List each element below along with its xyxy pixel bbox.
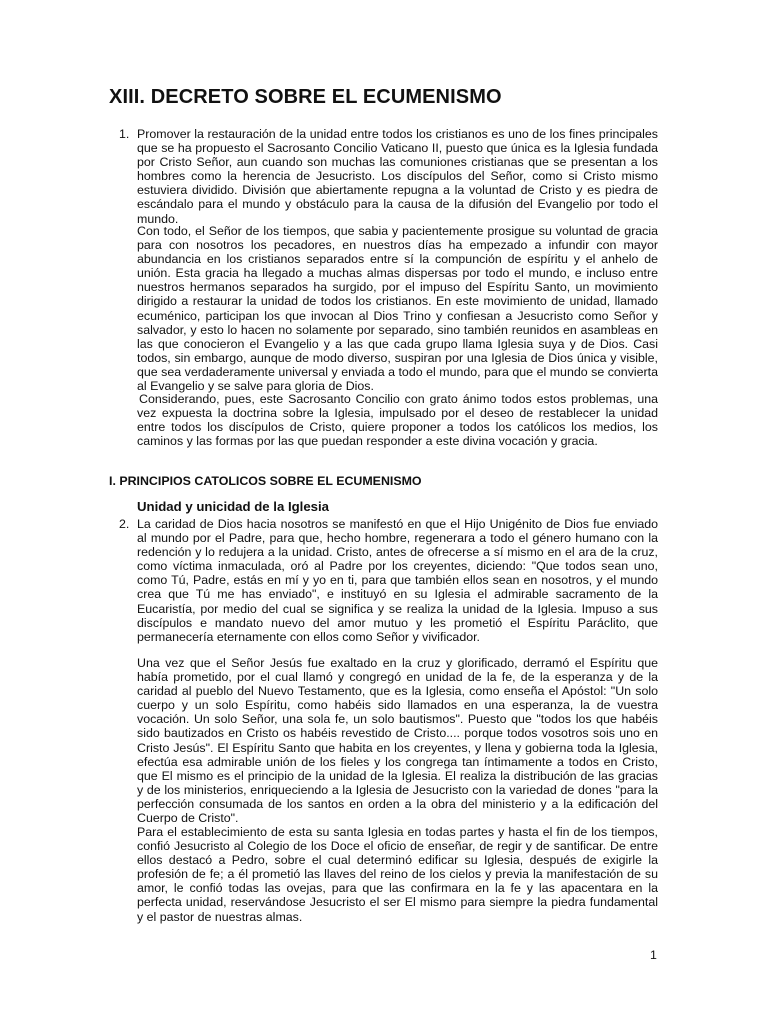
paragraph: Para el establecimiento de esta su santa Iglesia en todas partes y hasta el fin de los tiempos, confió Jesucristo al Colegio de los Doce el oficio de enseñar, de regir y de santificar. De entre ellos destacó a Pedro, sobre el cual determinó edificar su Iglesia, después de exigirle la profesión de fe; a él prometió las llaves del reino de los cielos y previa la manifestación de su amor, le confió todas las ovejas, para que las confirmara en la fe y las apacentara en la perfecta unidad, reservándose Jesucristo el ser El mismo para siempre la piedra fundamental y el pastor de nuestras almas.: [137, 825, 658, 924]
paragraph: Promover la restauración de la unidad entre todos los cristianos es uno de los fines principales que se ha propuesto el Sacrosanto Concilio Vaticano II, puesto que única es la Iglesia fundada por Cristo Señor, aun cuando son muchas las comuniones cristianas que se presentan a los hombres como la herencia de Jesucristo. Los discípulos del Señor, como si Cristo mismo estuviera dividido. División que abiertamente repugna a la voluntad de Cristo y es piedra de escándalo para el mundo y obstáculo para la causa de la difusión del Evangelio por todo el mundo.: [137, 127, 658, 226]
paragraph: Una vez que el Señor Jesús fue exaltado en la cruz y glorificado, derramó el Espíritu que había prometido, por el cual llamó y congregó en unidad de la fe, de la esperanza y de la caridad al pueblo del Nuevo Testamento, que es la Iglesia, como enseña el Apóstol: "Un solo cuerpo y un solo Espíritu, como habéis sido llamados en una esperanza, la de vuestra vocación. Un solo Señor, una sola fe, un solo bautismos". Puesto que "todos los que habéis sido bautizados en Cristo os habéis revestido de Cristo.... porque todos vosotros sois uno en Cristo Jesús". El Espíritu Santo que habita en los creyentes, y llena y gobierna toda la Iglesia, efectúa esa admirable unión de los fieles y los congrega tan íntimamente a todos en Cristo, que El mismo es el principio de la unidad de la Iglesia. El realiza la distribución de las gracias y de los ministerios, enriqueciendo a la Iglesia de Jesucristo con la variedad de dones "para la perfección consumada de los santos en orden a la obra del ministerio y a la edificación del Cuerpo de Cristo".: [137, 656, 658, 826]
sub-heading: Unidad y unicidad de la Iglesia: [137, 499, 329, 514]
paragraph: La caridad de Dios hacia nosotros se manifestó en que el Hijo Unigénito de Dios fue enviado al mundo por el Padre, para que, hecho hombre, regenerara a todo el género humano con la redención y lo redujera a la unidad. Cristo, antes de ofrecerse a sí mismo en el ara de la cruz, como víctima inmaculada, oró al Padre por los creyentes, diciendo: "Que todos sean uno, como Tú, Padre, estás en mí y yo en ti, para que también ellos sean en nosotros, y el mundo crea que Tú me has enviado", e instituyó en su Iglesia el admirable sacramento de la Eucaristía, por medio del cual se significa y se realiza la unidad de la Iglesia. Impuso a sus discípulos e mandato nuevo del amor mutuo y les prometió el Espíritu Paráclito, que permanecería eternamente con ellos como Señor y vivificador.: [137, 517, 658, 644]
section-number: 1.: [119, 127, 130, 141]
paragraph: Considerando, pues, este Sacrosanto Concilio con grato ánimo todos estos problemas, una vez expuesta la doctrina sobre la Iglesia, impulsado por el deseo de restablecer la unidad entre todos los discípulos de Cristo, quiere proponer a todos los católicos los medios, los caminos y las formas por las que puedan responder a este divina vocación y gracia.: [137, 392, 658, 449]
page-number: 1: [650, 948, 657, 962]
section-heading: I. PRINCIPIOS CATOLICOS SOBRE EL ECUMENISMO: [109, 474, 422, 488]
document-title: XIII. DECRETO SOBRE EL ECUMENISMO: [109, 86, 502, 108]
paragraph: Con todo, el Señor de los tiempos, que sabia y pacientemente prosigue su voluntad de gracia para con nosotros los pecadores, en nuestros días ha empezado a infundir con mayor abundancia en los cristianos separados entre sí la compunción de espíritu y el anhelo de unión. Esta gracia ha llegado a muchas almas dispersas por todo el mundo, e incluso entre nuestros hermanos separados ha surgido, por el impuso del Espíritu Santo, un movimiento dirigido a restaurar la unidad de todos los cristianos. En este movimiento de unidad, llamado ecuménico, participan los que invocan al Dios Trino y confiesan a Jesucristo como Señor y salvador, y esto lo hacen no solamente por separado, sino también reunidos en asambleas en las que conocieron el Evangelio y a las que cada grupo llama Iglesia suya y de Dios. Casi todos, sin embargo, aunque de modo diverso, suspiran por una Iglesia de Dios única y visible, que sea verdaderamente universal y enviada a todo el mundo, para que el mundo se convierta al Evangelio y se salve para gloria de Dios.: [137, 224, 658, 394]
section-number: 2.: [119, 517, 130, 531]
